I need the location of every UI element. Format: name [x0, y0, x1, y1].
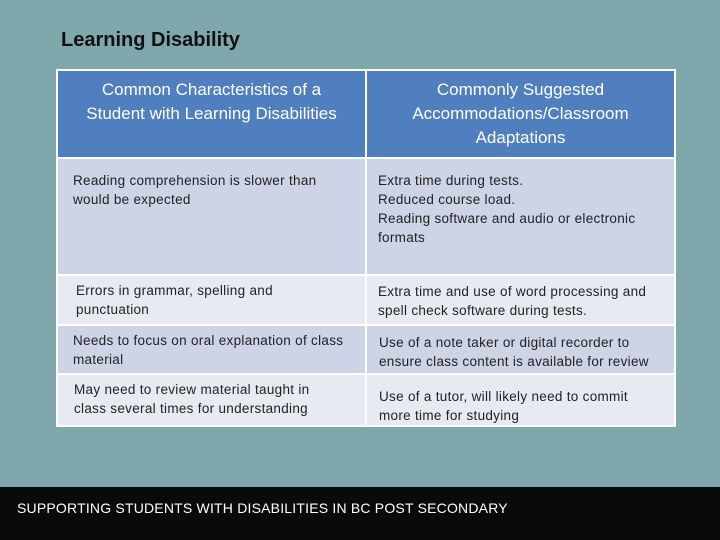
header-line: Common Characteristics of a: [101, 80, 322, 99]
cell-line: Reduced course load.: [378, 192, 516, 207]
table-cell-accommodation: [367, 276, 674, 324]
cell-line: Errors in grammar, spelling and: [76, 283, 273, 298]
cell-line: Extra time during tests.: [378, 173, 524, 188]
cell-line: Needs to focus on oral explanation of class: [73, 333, 344, 348]
cell-line: would be expected: [73, 192, 191, 207]
table-cell-characteristic: [58, 276, 365, 324]
table-header-characteristics: [58, 71, 365, 157]
header-line: Student with Learning Disabilities: [86, 104, 337, 123]
header-line: Adaptations: [475, 128, 566, 147]
cell-line: more time for studying: [379, 408, 520, 423]
table-cell-accommodation: [367, 159, 674, 274]
cell-line: Use of a note taker or digital recorder to: [379, 335, 630, 350]
table-header-accommodations: [367, 71, 674, 157]
cell-line: Reading software and audio or electronic: [378, 211, 636, 226]
cell-line: Use of a tutor, will likely need to commit: [379, 389, 628, 404]
cell-line: Extra time and use of word processing and: [378, 284, 647, 299]
accommodations-table: [56, 69, 676, 427]
cell-line: material: [73, 352, 124, 367]
cell-line: formats: [378, 230, 426, 245]
table-cell-characteristic: [58, 326, 365, 373]
cell-line: spell check software during tests.: [378, 303, 588, 318]
cell-line: ensure class content is available for review: [379, 354, 649, 369]
header-line: Commonly Suggested: [436, 80, 605, 99]
table-cell-characteristic: [58, 375, 365, 425]
table-cell-accommodation: [367, 375, 674, 425]
footer-bar: [0, 487, 720, 540]
table-cell-accommodation: [367, 326, 674, 373]
cell-line: class several times for understanding: [74, 401, 308, 416]
header-line: Accommodations/Classroom: [412, 104, 629, 123]
cell-line: May need to review material taught in: [74, 382, 310, 397]
slide-title: Learning Disability: [61, 29, 240, 51]
table-cell-characteristic: [58, 159, 365, 274]
cell-line: Reading comprehension is slower than: [73, 173, 317, 188]
footer-text: SUPPORTING STUDENTS WITH DISABILITIES IN BC POST SECONDARY: [17, 500, 508, 516]
cell-line: punctuation: [76, 302, 150, 317]
